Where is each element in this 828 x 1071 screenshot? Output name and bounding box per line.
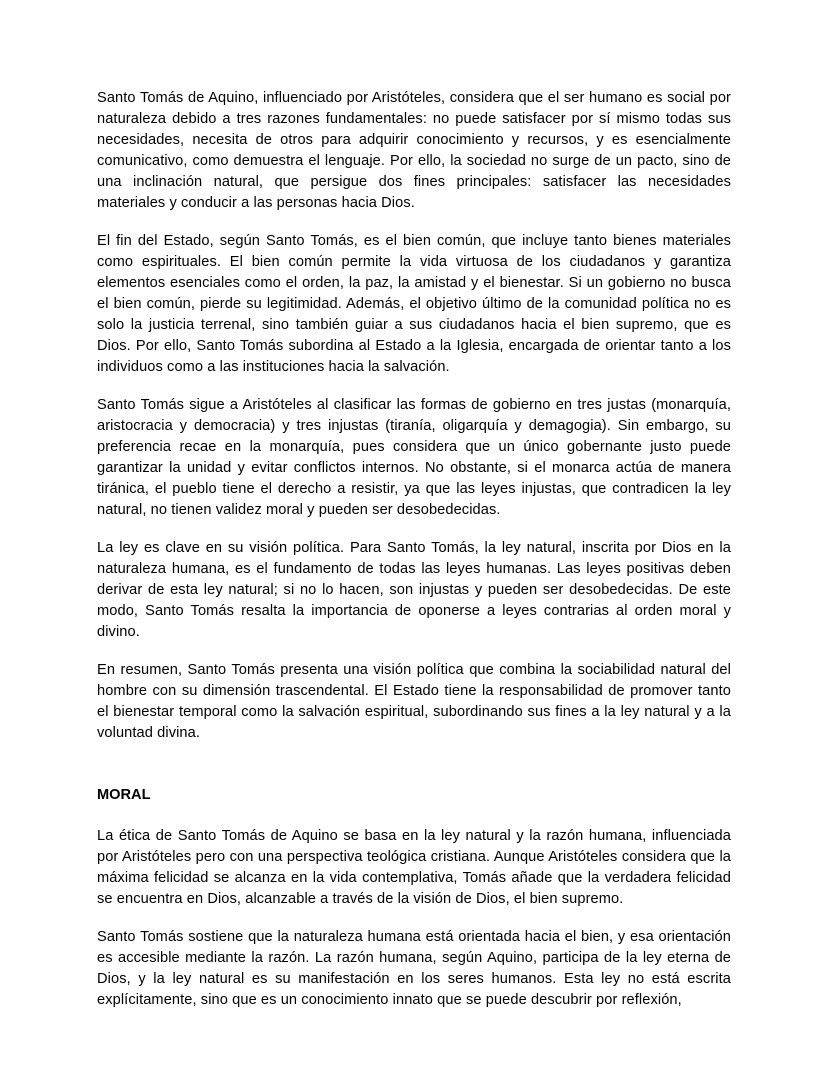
paragraph-razon-humana: Santo Tomás sostiene que la naturaleza humana está orientada hacia el bien, y esa orientación es accesible mediante la razón. La razón humana, según Aquino, participa de la ley eterna de Dios, y la ley natural es su manifestación en los seres humanos. Esta ley no está escrita explícitamente, sino que es un conocimiento innato que se puede descubrir por reflexión, bbox=[97, 929, 731, 1008]
paragraph-fin-del-estado: El fin del Estado, según Santo Tomás, es el bien común, que incluye tanto bienes materiales como espirituales. El bien común permite la vida virtuosa de los ciudadanos y garantiza elementos esenciales como el orden, la paz, la amistad y el bienestar. Si un gobierno no busca el bien común, pierde su legitimidad. Además, el objetivo último de la comunidad política no es solo la justicia terrenal, sino también guiar a sus ciudadanos hacia el bien supremo, que es Dios. Por ello, Santo Tomás subordina al Estado a la Iglesia, encargada de orientar tanto a los individuos como a las instituciones hacia la salvación. bbox=[97, 233, 731, 375]
heading-moral: MORAL bbox=[97, 787, 151, 803]
paragraph-resumen-politica: En resumen, Santo Tomás presenta una visión política que combina la sociabilidad natural del hombre con su dimensión trascendental. El Estado tiene la responsabilidad de promover tanto el bienestar temporal como la salvación espiritual, subordinando sus fines a la ley natural y a la voluntad divina. bbox=[97, 662, 731, 741]
document-body bbox=[97, 88, 731, 1011]
paragraph-etica-intro: La ética de Santo Tomás de Aquino se basa en la ley natural y la razón humana, influenciada por Aristóteles pero con una perspectiva teológica cristiana. Aunque Aristóteles considera que la máxima felicidad se alcanza en la vida contemplativa, Tomás añade que la verdadera felicidad se encuentra en Dios, alcanzable a través de la visión de Dios, el bien supremo. bbox=[97, 828, 731, 907]
paragraph-ley-natural: La ley es clave en su visión política. Para Santo Tomás, la ley natural, inscrita por Dios en la naturaleza humana, es el fundamento de todas las leyes humanas. Las leyes positivas deben derivar de esta ley natural; si no lo hacen, son injustas y pueden ser desobedecidas. De este modo, Santo Tomás resalta la importancia de oponerse a leyes contrarias al orden moral y divino. bbox=[97, 540, 731, 640]
paragraph-formas-de-gobierno: Santo Tomás sigue a Aristóteles al clasificar las formas de gobierno en tres justas (monarquía, aristocracia y democracia) y tres injustas (tiranía, oligarquía y demagogia). Sin embargo, su preferencia recae en la monarquía, pues considera que un único gobernante justo puede garantizar la unidad y evitar conflictos internos. No obstante, si el monarca actúa de manera tiránica, el pueblo tiene el derecho a resistir, ya que las leyes injustas, que contradicen la ley natural, no tienen validez moral y pueden ser desobedecidas. bbox=[97, 397, 731, 518]
paragraph-sociabilidad-natural: Santo Tomás de Aquino, influenciado por Aristóteles, considera que el ser humano es social por naturaleza debido a tres razones fundamentales: no puede satisfacer por sí mismo todas sus necesidades, necesita de otros para adquirir conocimiento y recursos, y es esencialmente comunicativo, como demuestra el lenguaje. Por ello, la sociedad no surge de un pacto, sino de una inclinación natural, que persigue dos fines principales: satisfacer las necesidades materiales y conducir a las personas hacia Dios. bbox=[97, 90, 731, 211]
